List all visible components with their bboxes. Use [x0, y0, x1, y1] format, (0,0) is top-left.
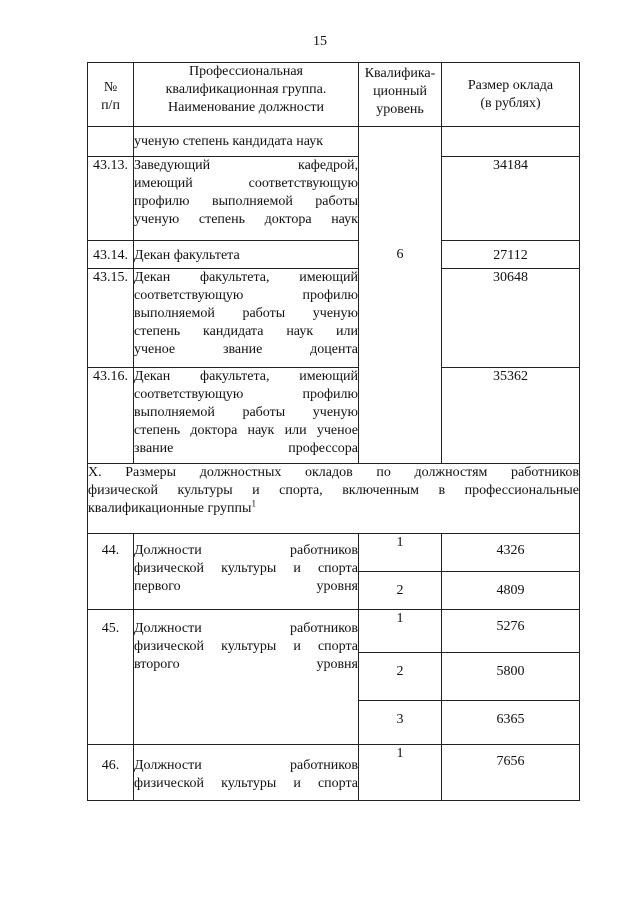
table-row — [88, 368, 580, 464]
header-group — [134, 63, 359, 127]
row-name-line: второго уровня — [134, 657, 358, 672]
row-num — [88, 127, 134, 157]
row-level: 3 — [359, 701, 442, 745]
header-level — [359, 63, 442, 127]
header-group-line: квалификационная группа. — [165, 82, 327, 97]
header-salary — [442, 63, 580, 127]
row-name — [134, 610, 359, 745]
row-num: 46. — [88, 745, 134, 801]
row-level: 1 — [359, 610, 442, 653]
row-name-line: степень кандидата наук или — [134, 324, 358, 339]
row-salary: 27112 — [442, 241, 580, 269]
row-level: 2 — [359, 653, 442, 701]
row-name-line: ученое звание доцента — [134, 342, 358, 357]
row-num: 44. — [88, 534, 134, 610]
row-name-line: Должности работников — [134, 758, 358, 773]
row-name-line: первого уровня — [134, 579, 358, 594]
row-num: 45. — [88, 610, 134, 745]
header-salary-line: (в рублях) — [480, 96, 541, 111]
row-salary: 34184 — [442, 157, 580, 241]
header-group-line: Наименование должности — [168, 100, 324, 115]
row-name-line: имеющий соответствующую — [134, 176, 358, 191]
row-name-line: ученую степень доктора наук — [134, 212, 358, 227]
row-level: 1 — [359, 745, 442, 801]
header-level-line: уровень — [376, 102, 424, 117]
section-line: X. Размеры должностных окладов по должностям работников — [88, 465, 579, 480]
header-group-line: Профессиональная — [188, 64, 303, 79]
header-num — [88, 63, 134, 127]
section-row — [88, 464, 580, 534]
row-level: 6 — [396, 247, 404, 262]
row-name-line: соответствующую профилю — [134, 288, 358, 303]
header-level-line: ционный — [373, 84, 427, 99]
section-line: физической культуры и спорта, включенным в профессиональные — [88, 483, 579, 498]
row-name-line: звание профессора — [134, 441, 358, 456]
row-name — [134, 241, 359, 269]
header-num-line: № — [103, 80, 118, 95]
page-number: 15 — [313, 34, 327, 49]
level-cell — [359, 127, 442, 464]
table-row — [88, 269, 580, 368]
row-name-line: Декан факультета — [134, 248, 240, 263]
header-num-line: п/п — [101, 98, 120, 113]
row-salary: 6365 — [442, 701, 580, 745]
row-name-line: степень доктора наук или ученое — [134, 423, 358, 438]
table-row — [88, 127, 580, 157]
row-name — [134, 368, 359, 464]
row-name-line: ученую степень кандидата наук — [134, 134, 324, 149]
table-row — [88, 610, 580, 653]
section-heading — [88, 464, 580, 534]
row-name — [134, 534, 359, 610]
row-level: 1 — [359, 534, 442, 572]
table-header-row — [88, 63, 580, 127]
row-name-line: Должности работников — [134, 621, 358, 636]
row-name-line: физической культуры и спорта — [134, 561, 358, 576]
row-salary: 4326 — [442, 534, 580, 572]
table-row — [88, 745, 580, 801]
salary-table — [87, 62, 580, 801]
table-row — [88, 534, 580, 572]
header-salary-line: Размер оклада — [467, 78, 554, 93]
row-name-line: выполняемой работы ученую — [134, 405, 358, 420]
row-name — [134, 127, 359, 157]
row-salary: 35362 — [442, 368, 580, 464]
section-line-text: квалификационные группы — [88, 501, 252, 516]
row-name-line: соответствующую профилю — [134, 387, 358, 402]
row-name — [134, 745, 359, 801]
footnote-marker: 1 — [251, 498, 256, 509]
row-num: 43.13. — [88, 157, 134, 241]
row-salary: 30648 — [442, 269, 580, 368]
table-row — [88, 241, 580, 269]
row-salary: 5800 — [442, 653, 580, 701]
row-num: 43.14. — [88, 241, 134, 269]
row-name-line: профилю выполняемой работы — [134, 194, 358, 209]
row-name-line: Заведующий кафедрой, — [134, 158, 358, 173]
row-name-line: физической культуры и спорта — [134, 639, 358, 654]
row-salary: 5276 — [442, 610, 580, 653]
row-salary — [442, 127, 580, 157]
row-name — [134, 269, 359, 368]
table-row — [88, 157, 580, 241]
row-name-line: выполняемой работы ученую — [134, 306, 358, 321]
row-name-line: физической культуры и спорта — [134, 776, 358, 791]
row-num: 43.16. — [88, 368, 134, 464]
row-salary: 7656 — [442, 745, 580, 801]
row-name — [134, 157, 359, 241]
row-salary: 4809 — [442, 572, 580, 610]
row-level: 2 — [359, 572, 442, 610]
row-name-line: Декан факультета, имеющий — [134, 369, 358, 384]
row-name-line: Декан факультета, имеющий — [134, 270, 358, 285]
section-line-last — [88, 500, 579, 518]
row-num: 43.15. — [88, 269, 134, 368]
header-level-line: Квалифика- — [364, 66, 436, 81]
row-name-line: Должности работников — [134, 543, 358, 558]
